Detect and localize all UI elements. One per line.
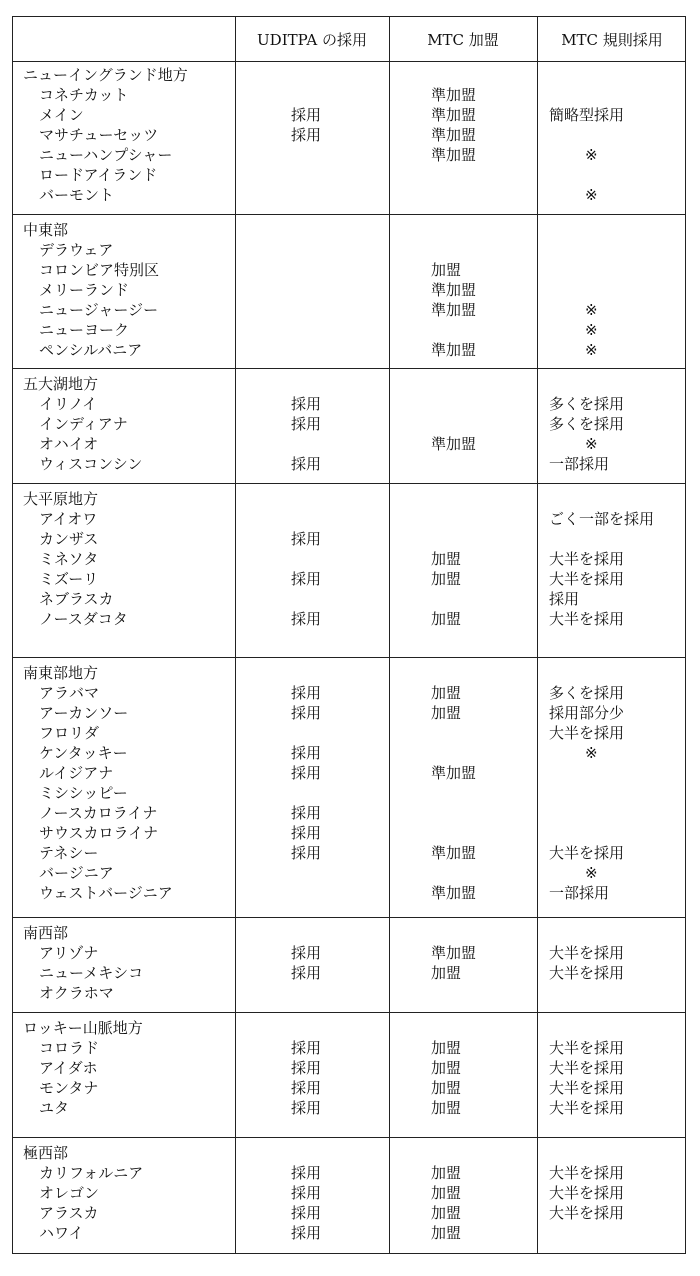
mtc-rules-cell: 多くを採用	[549, 395, 625, 413]
mtc-membership-cell: 加盟	[431, 610, 462, 628]
state-name: モンタナ	[39, 1079, 99, 1097]
state-name: コロラド	[39, 1039, 100, 1057]
mtc-rules-cell: ※	[585, 146, 598, 164]
state-name: ケンタッキー	[39, 744, 128, 762]
table-row	[13, 434, 685, 454]
header-mtc-rules: MTC 規則採用	[561, 30, 663, 49]
table-row	[13, 763, 685, 783]
mtc-rules-cell: 一部採用	[549, 455, 610, 473]
uditpa-cell: 採用	[291, 1184, 322, 1202]
region-heading-row	[13, 923, 685, 943]
state-name: メイン	[39, 106, 84, 124]
uditpa-cell: 採用	[291, 804, 322, 822]
table-row	[13, 943, 685, 963]
state-name: アイオワ	[39, 510, 98, 528]
uditpa-cell: 採用	[291, 744, 322, 762]
state-name: コネチカット	[39, 86, 129, 104]
state-name: ニューヨーク	[39, 321, 130, 339]
header-mtc-membership: MTC 加盟	[427, 30, 499, 49]
table-row	[13, 609, 685, 629]
state-name: アーカンソー	[39, 704, 129, 722]
mtc-membership-cell: 準加盟	[431, 435, 477, 453]
region-heading-row	[13, 1018, 685, 1038]
region-divider	[13, 657, 685, 658]
uditpa-cell: 採用	[291, 1099, 322, 1117]
state-name: バージニア	[39, 864, 114, 882]
table-row	[13, 145, 685, 165]
mtc-rules-cell: 大半を採用	[549, 1059, 625, 1077]
uditpa-cell: 採用	[291, 1204, 322, 1222]
state-name: ウィスコンシン	[39, 455, 143, 473]
uditpa-cell: 採用	[291, 610, 322, 628]
uditpa-cell: 採用	[291, 415, 322, 433]
state-name: マサチューセッツ	[39, 126, 159, 144]
state-name: アリゾナ	[39, 944, 99, 962]
mtc-rules-cell: 採用部分少	[549, 704, 625, 722]
mtc-rules-cell: 簡略型採用	[549, 106, 625, 124]
uditpa-cell: 採用	[291, 570, 322, 588]
mtc-membership-cell: 加盟	[431, 1184, 462, 1202]
state-name: カリフォルニア	[39, 1164, 144, 1182]
table-row	[13, 743, 685, 763]
uditpa-cell: 採用	[291, 530, 322, 548]
table-row	[13, 823, 685, 843]
table-row	[13, 529, 685, 549]
table-row	[13, 165, 685, 185]
table-row	[13, 300, 685, 320]
table-row	[13, 240, 685, 260]
table-row	[13, 1223, 685, 1243]
uditpa-cell: 採用	[291, 1079, 322, 1097]
table-row	[13, 843, 685, 863]
mtc-membership-cell: 加盟	[431, 570, 462, 588]
region-divider	[13, 1012, 685, 1013]
state-name: ミネソタ	[39, 550, 99, 568]
table-row	[13, 1183, 685, 1203]
table-row	[13, 1038, 685, 1058]
state-adoption-table	[12, 16, 686, 1254]
state-name: インディアナ	[39, 415, 128, 433]
region-name: 南東部地方	[23, 664, 99, 682]
region-heading-row	[13, 374, 685, 394]
mtc-membership-cell: 加盟	[431, 684, 462, 702]
mtc-rules-cell: 大半を採用	[549, 550, 625, 568]
region-name: ロッキー山脈地方	[23, 1019, 143, 1037]
mtc-rules-cell: 大半を採用	[549, 844, 625, 862]
mtc-rules-cell: ※	[585, 744, 598, 762]
state-name: ニューハンプシャー	[39, 146, 173, 164]
table-row	[13, 803, 685, 823]
table-row	[13, 105, 685, 125]
table-row	[13, 1078, 685, 1098]
mtc-membership-cell: 加盟	[431, 704, 462, 722]
region-heading-row	[13, 220, 685, 240]
uditpa-cell: 採用	[291, 1224, 322, 1242]
state-name: ミシシッピー	[39, 784, 128, 802]
state-name: フロリダ	[39, 724, 100, 742]
mtc-membership-cell: 準加盟	[431, 844, 477, 862]
state-name: バーモント	[39, 186, 115, 204]
region-heading-row	[13, 663, 685, 683]
uditpa-cell: 採用	[291, 126, 322, 144]
state-name: ルイジアナ	[39, 764, 114, 782]
mtc-membership-cell: 準加盟	[431, 146, 477, 164]
mtc-membership-cell: 準加盟	[431, 126, 477, 144]
mtc-rules-cell: ※	[585, 435, 598, 453]
state-name: ニュージャージー	[39, 301, 159, 319]
uditpa-cell: 採用	[291, 764, 322, 782]
mtc-rules-cell: ※	[585, 321, 598, 339]
uditpa-cell: 採用	[291, 455, 322, 473]
region-divider	[13, 483, 685, 484]
mtc-membership-cell: 準加盟	[431, 341, 477, 359]
table-row	[13, 683, 685, 703]
mtc-membership-cell: 加盟	[431, 1079, 462, 1097]
state-name: カンザス	[39, 530, 99, 548]
state-name: オレゴン	[39, 1184, 100, 1202]
mtc-membership-cell: 加盟	[431, 261, 462, 279]
state-name: アイダホ	[39, 1059, 98, 1077]
table-row	[13, 414, 685, 434]
table-row	[13, 963, 685, 983]
table-row	[13, 85, 685, 105]
region-divider	[13, 1137, 685, 1138]
region-divider	[13, 368, 685, 369]
table-row	[13, 1098, 685, 1118]
uditpa-cell: 採用	[291, 684, 322, 702]
mtc-membership-cell: 準加盟	[431, 884, 477, 902]
mtc-membership-cell: 準加盟	[431, 86, 477, 104]
state-name: ニューメキシコ	[39, 964, 144, 982]
state-name: テネシー	[39, 844, 99, 862]
table-row	[13, 340, 685, 360]
mtc-membership-cell: 加盟	[431, 1224, 462, 1242]
uditpa-cell: 採用	[291, 824, 322, 842]
table-row	[13, 1058, 685, 1078]
mtc-rules-cell: 大半を採用	[549, 1039, 625, 1057]
region-name: 極西部	[23, 1144, 69, 1162]
uditpa-cell: 採用	[291, 944, 322, 962]
table-row	[13, 394, 685, 414]
state-name: コロンビア特別区	[39, 261, 160, 279]
table-row	[13, 863, 685, 883]
state-name: メリーランド	[39, 281, 130, 299]
uditpa-cell: 採用	[291, 1059, 322, 1077]
region-name: 大平原地方	[23, 490, 99, 508]
mtc-membership-cell: 加盟	[431, 1164, 462, 1182]
mtc-rules-cell: ※	[585, 864, 598, 882]
mtc-rules-cell: 大半を採用	[549, 1099, 625, 1117]
mtc-rules-cell: 大半を採用	[549, 570, 625, 588]
table-row	[13, 454, 685, 474]
table-row	[13, 783, 685, 803]
region-heading-row	[13, 1143, 685, 1163]
table-row	[13, 589, 685, 609]
header-uditpa: UDITPA の採用	[257, 30, 367, 49]
region-heading-row	[13, 65, 685, 85]
table-row	[13, 723, 685, 743]
uditpa-cell: 採用	[291, 964, 322, 982]
table-row	[13, 320, 685, 340]
uditpa-cell: 採用	[291, 704, 322, 722]
uditpa-cell: 採用	[291, 106, 322, 124]
region-divider	[13, 214, 685, 215]
uditpa-cell: 採用	[291, 395, 322, 413]
mtc-membership-cell: 加盟	[431, 1204, 462, 1222]
mtc-membership-cell: 準加盟	[431, 944, 477, 962]
mtc-membership-cell: 加盟	[431, 1059, 462, 1077]
mtc-rules-cell: 大半を採用	[549, 724, 625, 742]
mtc-membership-cell: 加盟	[431, 1099, 462, 1117]
mtc-rules-cell: 大半を採用	[549, 1079, 625, 1097]
state-name: アラスカ	[39, 1204, 99, 1222]
state-name: ネブラスカ	[39, 590, 114, 608]
mtc-rules-cell: 大半を採用	[549, 1184, 625, 1202]
mtc-rules-cell: 多くを採用	[549, 415, 625, 433]
mtc-rules-cell: ※	[585, 186, 598, 204]
state-name: ユタ	[39, 1099, 70, 1117]
mtc-membership-cell: 準加盟	[431, 764, 477, 782]
table-row	[13, 549, 685, 569]
mtc-rules-cell: ごく一部を採用	[549, 510, 655, 528]
mtc-rules-cell: 大半を採用	[549, 944, 625, 962]
table-row	[13, 1163, 685, 1183]
table-row	[13, 883, 685, 903]
uditpa-cell: 採用	[291, 1164, 322, 1182]
table-row	[13, 983, 685, 1003]
uditpa-cell: 採用	[291, 1039, 322, 1057]
uditpa-cell: 採用	[291, 844, 322, 862]
header-divider	[13, 61, 685, 62]
header-blank	[13, 17, 235, 61]
state-name: ウェストバージニア	[39, 884, 173, 902]
region-divider	[13, 917, 685, 918]
mtc-rules-cell: 多くを採用	[549, 684, 625, 702]
mtc-membership-cell: 加盟	[431, 1039, 462, 1057]
state-name: ノースカロライナ	[39, 804, 158, 822]
mtc-membership-cell: 準加盟	[431, 106, 477, 124]
region-name: 中東部	[23, 221, 69, 239]
table-row	[13, 125, 685, 145]
state-name: サウスカロライナ	[39, 824, 159, 842]
table-row	[13, 185, 685, 205]
table-row	[13, 260, 685, 280]
state-name: デラウェア	[39, 241, 114, 259]
state-name: ノースダコタ	[39, 610, 128, 628]
table-row	[13, 703, 685, 723]
state-name: オハイオ	[39, 435, 99, 453]
mtc-membership-cell: 加盟	[431, 964, 462, 982]
table-row	[13, 569, 685, 589]
state-name: オクラホマ	[39, 984, 114, 1002]
state-name: イリノイ	[39, 395, 98, 413]
region-name: ニューイングランド地方	[23, 66, 188, 84]
table-row	[13, 1203, 685, 1223]
mtc-rules-cell: 採用	[549, 590, 580, 608]
table-row	[13, 509, 685, 529]
region-name: 南西部	[23, 924, 69, 942]
region-heading-row	[13, 489, 685, 509]
mtc-membership-cell: 準加盟	[431, 281, 477, 299]
mtc-rules-cell: ※	[585, 301, 598, 319]
state-name: ペンシルバニア	[39, 341, 143, 359]
state-name: アラバマ	[39, 684, 100, 702]
state-name: ミズーリ	[39, 570, 99, 588]
mtc-rules-cell: 一部採用	[549, 884, 610, 902]
state-name: ハワイ	[39, 1224, 84, 1242]
mtc-rules-cell: 大半を採用	[549, 1164, 625, 1182]
mtc-rules-cell: 大半を採用	[549, 1204, 625, 1222]
table-row	[13, 280, 685, 300]
mtc-rules-cell: ※	[585, 341, 598, 359]
mtc-membership-cell: 準加盟	[431, 301, 477, 319]
mtc-rules-cell: 大半を採用	[549, 610, 625, 628]
mtc-membership-cell: 加盟	[431, 550, 462, 568]
state-name: ロードアイランド	[39, 166, 158, 184]
mtc-rules-cell: 大半を採用	[549, 964, 625, 982]
region-name: 五大湖地方	[23, 375, 99, 393]
